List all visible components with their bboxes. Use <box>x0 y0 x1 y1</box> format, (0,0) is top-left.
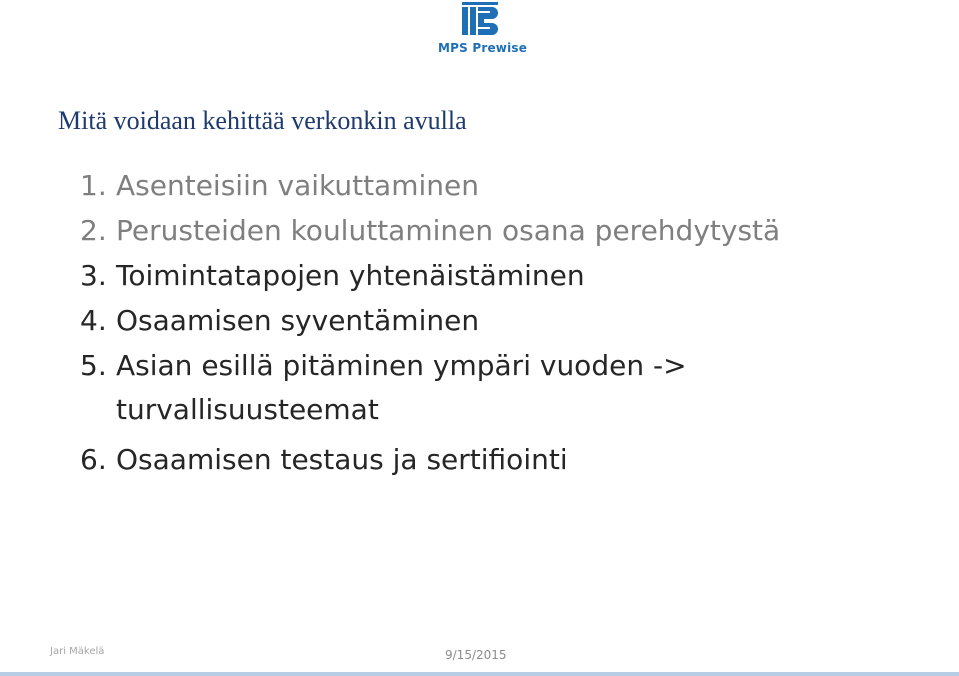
list-item-text: Asian esillä pitäminen ympäri vuoden -> turvallisuusteemat <box>116 349 687 426</box>
list-item <box>80 259 940 292</box>
list-item <box>80 349 940 432</box>
list-item-number: 3. <box>80 259 107 292</box>
footer-author: Jari Mäkelä <box>50 646 105 657</box>
development-list <box>80 169 940 491</box>
list-item-text: Osaamisen syventäminen <box>116 304 480 337</box>
list-item-number: 1. <box>80 169 107 202</box>
company-logo <box>438 2 528 58</box>
list-item-number: 2. <box>80 214 107 247</box>
bottom-divider <box>0 672 959 676</box>
list-item <box>80 304 940 337</box>
slide-title: Mitä voidaan kehittää verkonkin avulla <box>58 106 467 135</box>
list-item-text: Perusteiden kouluttaminen osana perehdytystä <box>116 214 781 247</box>
list-item-number: 4. <box>80 304 107 337</box>
list-item <box>80 443 940 476</box>
list-item <box>80 169 940 202</box>
list-item <box>80 214 940 247</box>
list-item-number: 5. <box>80 349 107 382</box>
mps-logo-icon <box>460 2 500 38</box>
logo-text: MPS Prewise <box>438 41 528 55</box>
list-item-text: Toimintatapojen yhtenäistäminen <box>116 259 585 292</box>
footer-date: 9/15/2015 <box>445 648 507 662</box>
list-item-text: Osaamisen testaus ja sertifiointi <box>116 443 568 476</box>
list-item-text: Asenteisiin vaikuttaminen <box>116 169 479 202</box>
list-item-number: 6. <box>80 443 107 476</box>
